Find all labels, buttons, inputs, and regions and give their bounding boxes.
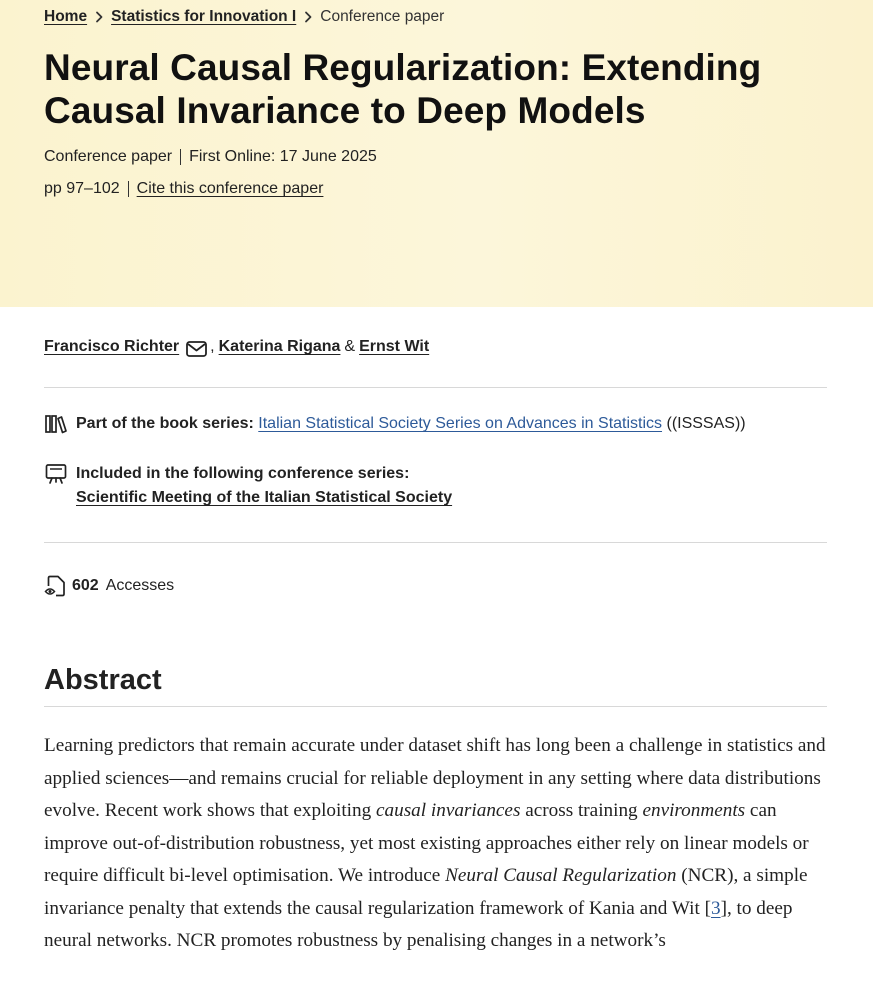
article-meta-pages [44,178,323,200]
abstract-heading: Abstract [44,664,162,696]
abstract-sentence: (NCR), a simple invariance penalty that extends the causal regularization framework of Kania and Wit [ [44,865,808,919]
first-online-date: First Online: 17 June 2025 [189,148,377,165]
book-series [44,412,746,436]
author-separator: , [210,338,215,355]
breadcrumb [44,6,444,28]
page-title: Neural Causal Regularization: Extending Causal Invariance to Deep Models [44,47,762,131]
author-list [44,336,429,358]
divider [128,181,129,197]
conference-series-link[interactable]: Scientific Meeting of the Italian Statistical Society [76,489,453,506]
breadcrumb-home-link[interactable]: Home [44,8,88,25]
conference-series-label: Included in the following conference series: [76,465,410,482]
divider [180,149,181,165]
email-icon[interactable] [185,337,209,357]
cite-paper-link[interactable]: Cite this conference paper [136,180,324,197]
accesses-icon [44,574,68,598]
presentation-icon [44,462,76,486]
author-link-1[interactable]: Francisco Richter [44,338,180,355]
abstract-sentence: ], to deep neural networks. NCR promotes robustness by penalising changes in a network’s [44,897,793,951]
chevron-right-icon [87,6,111,28]
accesses-label: Accesses [105,577,175,594]
chevron-right-icon [296,6,320,28]
reference-link[interactable]: 3 [710,897,721,919]
divider [44,542,827,543]
abstract-emphasis: environments [642,800,746,821]
accesses-count: 602 [72,577,99,594]
content-type: Conference paper [44,148,173,165]
abstract-emphasis: causal invariances [376,800,521,821]
hero-banner [0,0,873,307]
book-series-link[interactable]: Italian Statistical Society Series on Advances in Statistics [258,415,663,432]
article-meta [44,146,377,168]
abstract-text [44,730,834,958]
book-series-abbrev: ((ISSSAS)) [666,415,746,432]
breadcrumb-current: Conference paper [320,8,445,25]
breadcrumb-book-link[interactable]: Statistics for Innovation I [111,8,297,25]
abstract-sentence: across training [520,800,643,821]
article-metrics [44,574,174,598]
abstract-sentence: can improve out-of-distribution robustness, yet most existing approaches either rely on linear models or require difficult bi-level optimisation. We introduce [44,800,809,886]
books-icon [44,412,76,436]
book-series-label: Part of the book series: [76,415,254,432]
author-separator: & [344,338,356,355]
conference-series [44,462,452,510]
abstract-sentence: Learning predictors that remain accurate under dataset shift has long been a challenge in statistics and applied sciences—and remains crucial for reliable deployment in any setting where data distributions evolve. Recent work shows that exploiting [44,735,826,821]
author-link-2[interactable]: Katerina Rigana [218,338,341,355]
page-range: pp 97–102 [44,180,120,197]
author-link-3[interactable]: Ernst Wit [359,338,430,355]
abstract-emphasis: Neural Causal Regularization [445,865,677,886]
divider [44,387,827,388]
divider [44,706,827,707]
